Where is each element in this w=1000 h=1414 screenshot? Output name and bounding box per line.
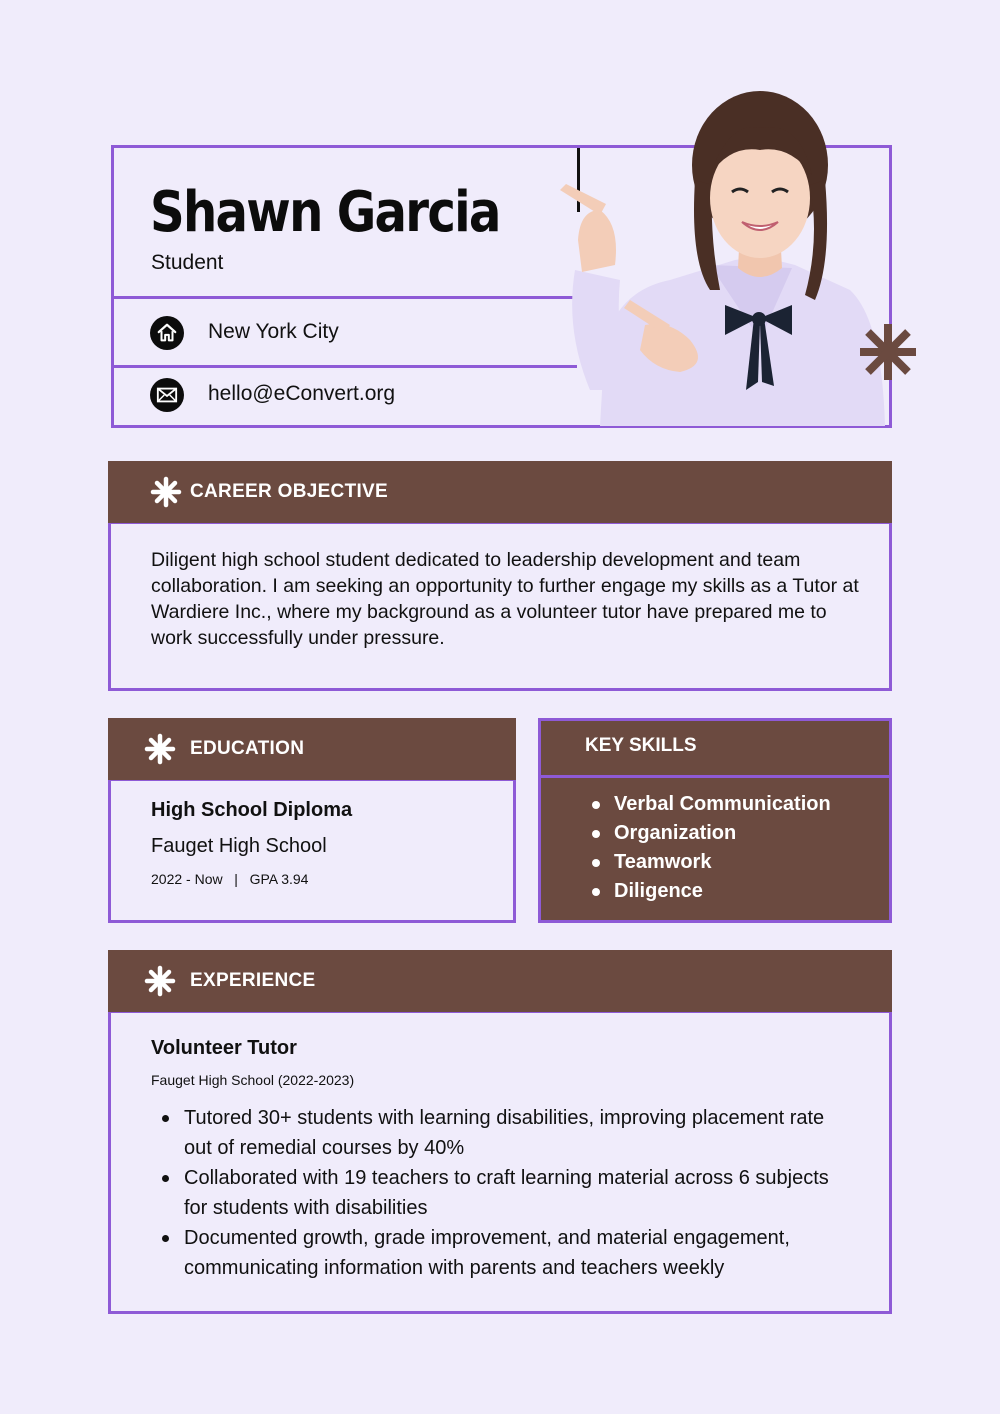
career-objective-text: Diligent high school student dedicated to leadership development and team collaboration. I am seeking an opportunity to further engage my skills as a Tutor at Wardiere Inc., where my background as a volunteer tutor have prepared me to work successfully under pressure.	[151, 549, 859, 649]
home-icon	[150, 316, 184, 350]
education-header	[108, 718, 516, 780]
asterisk-icon	[858, 322, 918, 382]
list-item: Organization	[590, 819, 831, 848]
asterisk-icon	[144, 733, 176, 765]
education-degree: High School Diploma	[151, 799, 353, 821]
section-title: CAREER OBJECTIVE	[190, 481, 389, 502]
education-dates: 2022 - Now | GPA 3.94	[151, 871, 309, 887]
list-item: Verbal Communication	[590, 790, 831, 819]
experience-position: Volunteer Tutor	[151, 1037, 297, 1059]
experience-header	[108, 950, 892, 1012]
candidate-role: Student	[151, 251, 224, 274]
section-title: EXPERIENCE	[190, 970, 316, 991]
profile-photo	[560, 90, 890, 426]
education-school: Fauget High School	[151, 835, 327, 857]
experience-organization: Fauget High School (2022-2023)	[151, 1072, 355, 1088]
list-item: Tutored 30+ students with learning disabilities, improving placement rate out of remedial courses by 40%	[160, 1103, 840, 1163]
list-item: Diligence	[590, 877, 831, 906]
asterisk-icon	[144, 965, 176, 997]
section-title: KEY SKILLS	[585, 735, 697, 756]
section-title: EDUCATION	[190, 738, 305, 759]
skills-list	[590, 790, 831, 906]
list-item: Teamwork	[590, 848, 831, 877]
header-divider	[111, 365, 577, 368]
email-link[interactable]: hello@eConvert.org	[208, 382, 396, 405]
candidate-name: Shawn Garcia	[150, 180, 500, 245]
experience-bullets	[160, 1103, 840, 1283]
key-skills-divider	[541, 775, 889, 778]
location-text: New York City	[208, 320, 339, 343]
list-item: Collaborated with 19 teachers to craft learning material across 6 subjects for students with disabilities	[160, 1163, 840, 1223]
header-divider	[111, 296, 577, 299]
mail-icon	[150, 378, 184, 412]
list-item: Documented growth, grade improvement, and material engagement, communicating information with parents and teachers weekly	[160, 1223, 840, 1283]
career-objective-header	[108, 461, 892, 523]
asterisk-icon	[150, 476, 182, 508]
